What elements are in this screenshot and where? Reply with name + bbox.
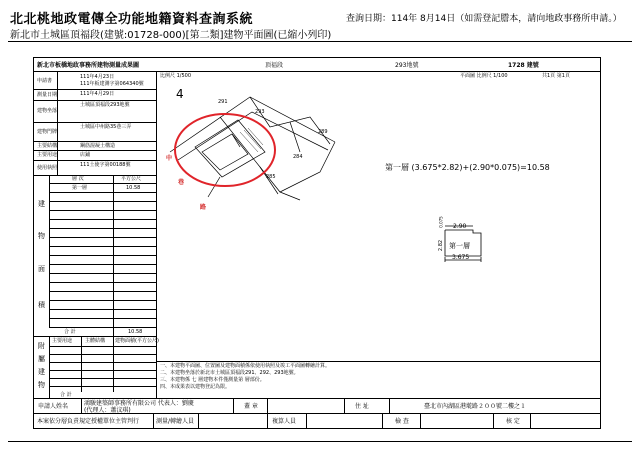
info-row-rule (34, 141, 156, 142)
scale-left: 比例尺 1/500 (160, 73, 191, 79)
site-plan-drawing (160, 82, 350, 222)
info-row-rule (34, 150, 156, 151)
sheet-count: 共1頁 第1頁 (542, 73, 570, 79)
left-table-right-border (156, 71, 157, 398)
info-row-label: 測量日期 (37, 91, 58, 98)
footer-col (267, 398, 268, 413)
attached-col-c (113, 336, 114, 392)
footer-col (153, 413, 154, 429)
checker-label: 複算人員 (272, 418, 297, 425)
info-row-value: 111年4月29日 (80, 91, 115, 97)
attached-header-structure: 主體結構 (85, 338, 106, 344)
floor-grid-rule (49, 228, 156, 229)
floor-col-a (49, 175, 50, 327)
info-row-value: 鋼筋混凝土構造 (80, 143, 116, 149)
north-mark: 4 (176, 87, 184, 101)
floor-grid-rule (49, 201, 156, 202)
floor-header-name: 層 次 (72, 176, 84, 182)
verify-label: 核 定 (506, 418, 520, 425)
info-row-label: 建物坐落 (37, 108, 58, 114)
plan-dim: 291 (218, 99, 228, 105)
building-number: 1728 建號 (508, 62, 539, 69)
attached-header-use: 主要用途 (52, 338, 73, 344)
footer-col (420, 413, 421, 429)
floor-grid-rule (49, 210, 156, 211)
attached-col-char: 附 (38, 342, 45, 350)
attached-total-label: 合 計 (60, 392, 72, 398)
floor-name: 第一層 (72, 185, 88, 191)
floor-grid-rule (49, 273, 156, 274)
floor-grid-rule (49, 291, 156, 292)
sketch-side-b: 2.82 (438, 239, 445, 252)
attached-grid-rule (49, 346, 156, 347)
footer-col (233, 398, 234, 413)
info-row-label: 申請書 (37, 77, 53, 84)
sketch-top-dim: 2.90 (453, 223, 467, 230)
applicant-value: 鴻駿建築師事務所有限公司 代表人：劉慶 (代理人：蕭汶琪) (84, 400, 194, 415)
note-line: 三、本建物係 七 層建物本件僅測量第 層部份。 (160, 377, 265, 383)
info-row-rule (34, 160, 156, 161)
sketch-floor-label: 第一層 (449, 242, 470, 250)
attached-grid-rule (49, 370, 156, 371)
plan-dim: 293 (255, 109, 265, 115)
info-row-label: 建物門牌 (37, 128, 58, 135)
attached-rule (34, 336, 156, 337)
info-row-rule (34, 89, 156, 90)
inspector-label: 檢 查 (395, 418, 409, 425)
note-line: 一、本建物平面圖、位置圖及建物面積係依使用執照及竣工平面圖轉繪計算。 (160, 363, 331, 369)
plan-dim: 285 (266, 174, 276, 180)
footer-col (344, 398, 345, 413)
floor-grid-rule (49, 282, 156, 283)
attached-col-b (81, 336, 82, 392)
info-row-value: 店鋪 (80, 152, 91, 158)
plan-label-bottom: 路 (200, 204, 207, 211)
info-row-label: 主要用途 (37, 152, 58, 158)
info-row-label: 主要結構 (37, 142, 58, 149)
floor-grid-rule (49, 300, 156, 301)
lot-number: 293地號 (395, 62, 419, 69)
floor-grid-rule (49, 327, 156, 328)
header-divider (8, 41, 632, 42)
scale-right: 平面圖 比例尺 1/100 (460, 73, 508, 79)
attached-grid-rule (49, 378, 156, 379)
attached-col-char: 物 (38, 381, 45, 389)
attached-grid-rule (49, 354, 156, 355)
title-rule (34, 71, 600, 72)
office-title: 新北市板橋地政事務所建物測量成果圖 (37, 62, 140, 69)
attached-col-char: 屬 (38, 355, 45, 363)
info-row-label: 使用執照 (37, 164, 58, 171)
attached-header-area: 建物面積(平方公尺) (115, 338, 159, 344)
footer-col (306, 413, 307, 429)
road-boundary-line (170, 97, 335, 152)
building-col-char: 面 (38, 265, 45, 273)
sketch-bottom-dim: 3.675 (452, 254, 470, 261)
footer-divider (8, 441, 632, 442)
applicant-label: 申請人姓名 (38, 403, 69, 410)
document-subtitle: 新北市土城區頂福段(建號:01728-000)[第二類]建物平面圖(已縮小列印) (10, 30, 332, 41)
building-col-char: 物 (38, 232, 45, 240)
floor-grid-rule (49, 255, 156, 256)
floor-grid-rule (49, 192, 156, 193)
footer-col (198, 413, 199, 429)
attached-col-char: 建 (38, 368, 45, 376)
area-formula: 第一層 (3.675*2.82)+(2.90*0.075)=10.58 (385, 163, 550, 172)
note-line: 四、本成果表以建物登記為限。 (160, 384, 231, 390)
sketch-side-a: 0.075 (438, 216, 444, 228)
total-label: 合 計 (64, 329, 76, 335)
notes-rule (156, 361, 600, 362)
address-label: 住 址 (355, 403, 369, 410)
floor-grid-rule (49, 309, 156, 310)
floor-grid-rule (49, 264, 156, 265)
footer-rule-1 (34, 398, 600, 399)
info-row-rule (34, 122, 156, 123)
info-row-value: 111土使字第00188號 (80, 162, 131, 168)
building-col-char: 積 (38, 301, 45, 309)
query-date: 查詢日期：114年 8月14日（如需登記謄本，請向地政事務所申請。） (346, 14, 622, 24)
attached-grid-rule (49, 362, 156, 363)
surveyor-label: 測量/轉繪人員 (156, 418, 195, 425)
info-row-rule (34, 100, 156, 101)
system-title: 北北桃地政電傳全功能地籍資料查詢系統 (10, 12, 254, 27)
footer-col (267, 413, 268, 429)
footer-col (493, 413, 494, 429)
footer-col (382, 413, 383, 429)
building-outline (202, 134, 248, 170)
floor-grid-rule (49, 237, 156, 238)
floor-grid-rule (49, 246, 156, 247)
building-col-char: 建 (38, 200, 45, 208)
total-value: 10.58 (128, 329, 143, 335)
note-line: 二、本建物坐落於新北市土城區頂福段291、292、293地號。 (160, 370, 299, 376)
info-row-value: 土城區中州路35巷三弄 (80, 124, 132, 130)
footer-col (389, 398, 390, 413)
plan-label-center: 中 (166, 155, 173, 162)
plan-dim: 284 (293, 154, 303, 160)
floor-grid-rule (49, 318, 156, 319)
lot-outline (195, 120, 265, 177)
attached-grid-rule (49, 386, 156, 387)
plan-label-left: 巷 (178, 179, 185, 186)
floor-area: 10.58 (126, 185, 141, 191)
floor-grid-rule (49, 219, 156, 220)
address-value: 臺北市內湖區港墘路２００號二樓之１ (424, 403, 527, 410)
seal-label: 蓋 章 (244, 403, 258, 410)
info-row-value: 111年4月23日 111年板建測字第064340號 (80, 74, 144, 87)
plan-dim: 289 (318, 129, 328, 135)
floor-grid-rule (49, 183, 156, 184)
authorization-clause: 本案依分層負責規定授權單位主管判行 (37, 418, 140, 425)
floor-header-area: 平方公尺 (121, 176, 142, 182)
info-row-value: 土城區頂福段293地號 (80, 102, 130, 108)
footer-col (530, 413, 531, 429)
section-name: 頂福段 (265, 62, 284, 69)
footer-col (81, 398, 82, 413)
